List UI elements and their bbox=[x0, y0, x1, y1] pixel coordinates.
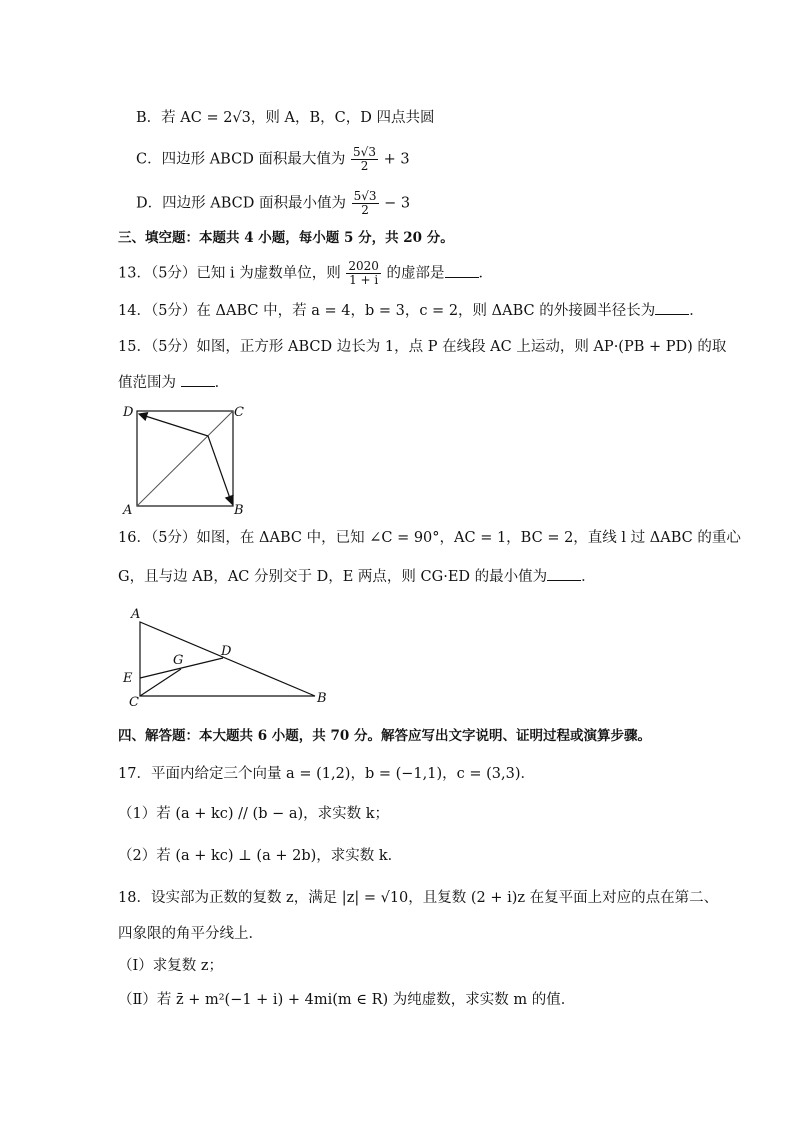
label-d: D bbox=[123, 405, 134, 420]
option-c bbox=[136, 146, 410, 173]
option-b: B．若 AC = 2√3，则 A，B，C，D 四点共圆 bbox=[136, 110, 435, 126]
question-18-line-1: 18．设实部为正数的复数 z，满足 |z| = √10，且复数 (2 + i)z 在复平面上对应的点在第二、 bbox=[118, 890, 719, 906]
q13-end: ． bbox=[478, 265, 494, 282]
option-d-fraction bbox=[352, 190, 379, 217]
label-e: E bbox=[123, 671, 133, 686]
q16-line-2-text: G，且与边 AB，AC 分别交于 D，E 两点，则 CG·ED 的最小值为 bbox=[118, 569, 548, 585]
vector-pb bbox=[208, 436, 232, 504]
label-b: B bbox=[317, 691, 327, 706]
option-d-suffix: − 3 bbox=[384, 195, 411, 212]
figure-15-square bbox=[115, 400, 255, 518]
q15-line-2-text: 值范围为 bbox=[118, 375, 176, 391]
section-4-heading: 四、解答题：本大题共 6 小题，共 70 分。解答应写出文字说明、证明过程或演算步骤。 bbox=[118, 728, 651, 744]
option-d-prefix: D．四边形 ABCD 面积最小值为 bbox=[136, 195, 346, 212]
vector-pd bbox=[139, 414, 208, 436]
question-15-line-2 bbox=[118, 372, 229, 393]
question-17-stem: 17．平面内给定三个向量 a = (1,2)，b = (−1,1)，c = (3,3)． bbox=[118, 766, 535, 782]
question-18-part-2: （Ⅱ）若 z̄ + m²(−1 + i) + 4mi(m ∈ R) 为纯虚数，求实数 m 的值． bbox=[118, 992, 576, 1008]
label-a: A bbox=[123, 503, 133, 518]
label-c: C bbox=[129, 695, 139, 710]
q13-answer-blank[interactable] bbox=[445, 263, 479, 278]
question-15-line-1: 15．（5分）如图，正方形 ABCD 边长为 1，点 P 在线段 AC 上运动，则 AP·(PB + PD) 的取 bbox=[118, 339, 727, 355]
section-3-heading: 三、填空题：本题共 4 小题，每小题 5 分，共 20 分。 bbox=[118, 230, 454, 246]
option-d-denominator: 2 bbox=[361, 203, 369, 217]
label-c: C bbox=[234, 405, 244, 420]
option-c-numerator: 5√3 bbox=[353, 145, 376, 159]
q13-prefix: 13．（5分）已知 i 为虚数单位，则 bbox=[118, 265, 341, 282]
question-14 bbox=[118, 300, 704, 321]
option-d bbox=[136, 190, 410, 217]
q13-suffix: 的虚部是 bbox=[386, 265, 445, 282]
option-c-suffix: + 3 bbox=[383, 151, 410, 168]
q14-answer-blank[interactable] bbox=[655, 300, 689, 315]
option-d-numerator: 5√3 bbox=[353, 189, 377, 203]
q13-fraction bbox=[346, 260, 381, 287]
q14-text: 14．（5分）在 ΔABC 中，若 a = 4，b = 3，c = 2，则 ΔABC 的外接圆半径长为 bbox=[118, 303, 656, 319]
figure-16-triangle bbox=[115, 604, 335, 710]
q15-answer-blank[interactable] bbox=[181, 372, 215, 387]
question-13 bbox=[118, 260, 493, 287]
label-d: D bbox=[221, 644, 232, 659]
triangle-abc bbox=[140, 622, 315, 696]
q15-end: ． bbox=[214, 375, 230, 391]
q16-end: ． bbox=[581, 569, 596, 585]
question-16-line-1: 16．（5分）如图，在 ΔABC 中，已知 ∠C = 90°，AC = 1，BC = 2，直线 l 过 ΔABC 的重心 bbox=[118, 530, 741, 546]
option-c-fraction bbox=[351, 146, 378, 173]
q13-numerator: 2020 bbox=[348, 259, 379, 273]
option-c-denominator: 2 bbox=[360, 159, 369, 173]
question-18-line-2: 四象限的角平分线上． bbox=[118, 926, 263, 942]
label-g: G bbox=[173, 653, 184, 668]
question-18-part-1: （Ⅰ）求复数 z； bbox=[118, 958, 223, 974]
label-a: A bbox=[131, 607, 141, 622]
option-c-prefix: C．四边形 ABCD 面积最大值为 bbox=[136, 151, 346, 168]
question-16-line-2 bbox=[118, 566, 596, 587]
question-17-part-1: （1）若 (a + kc) // (b − a)，求实数 k； bbox=[118, 806, 390, 822]
diagonal-ac bbox=[137, 411, 233, 506]
q14-end: ． bbox=[689, 303, 704, 319]
q13-denominator: 1 + i bbox=[349, 273, 379, 287]
question-17-part-2: （2）若 (a + kc) ⊥ (a + 2b)，求实数 k． bbox=[118, 848, 403, 864]
label-b: B bbox=[234, 503, 244, 518]
q16-answer-blank[interactable] bbox=[547, 566, 581, 581]
